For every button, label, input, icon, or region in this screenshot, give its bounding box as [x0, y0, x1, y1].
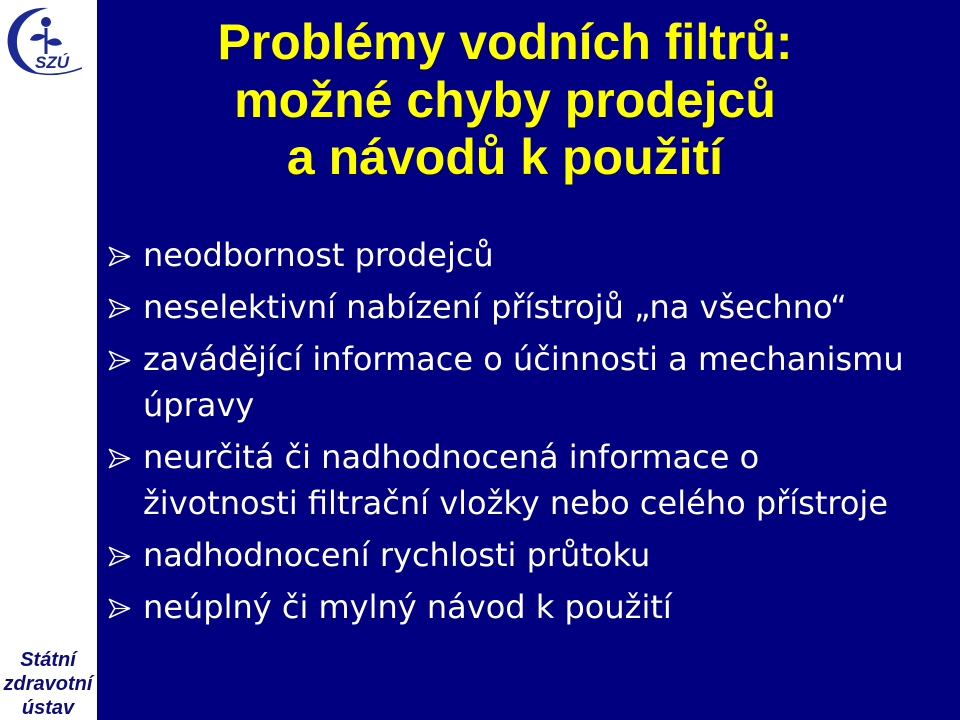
bullet-item — [97, 336, 904, 428]
bullet-list — [97, 232, 904, 636]
slide-title — [97, 14, 913, 187]
arrowhead-bullet-icon — [108, 350, 131, 371]
arrowhead-bullet-icon — [108, 298, 131, 319]
title-line: možné chyby prodejců — [234, 71, 776, 128]
bullet-item — [97, 532, 904, 578]
bullet-text: úpravy — [143, 386, 255, 424]
bullet-text: nadhodnocení rychlosti průtoku — [143, 536, 651, 574]
arrowhead-bullet-icon — [108, 448, 131, 469]
bullet-item — [97, 584, 904, 630]
org-name — [0, 648, 96, 720]
bullet-text: životnosti filtrační vložky nebo celého přístroje — [143, 484, 888, 522]
bullet-text: neodbornost prodejců — [143, 236, 494, 274]
title-line: a návodů k použití — [286, 129, 724, 185]
org-name-line: Státní — [20, 649, 76, 671]
arrowhead-bullet-icon — [108, 598, 131, 619]
arrowhead-bullet-icon — [108, 546, 131, 567]
org-name-line: ústav — [21, 697, 75, 719]
bullet-text: zavádějící informace o účinnosti a mechanismu — [143, 340, 904, 378]
bullet-item — [97, 232, 904, 278]
slide-content — [97, 0, 960, 720]
bullet-text: neúplný či mylný návod k použití — [143, 588, 672, 626]
logo-figure — [30, 17, 62, 54]
bullet-item — [97, 434, 904, 526]
title-line: Problémy vodních filtrů: — [217, 14, 793, 70]
logo-text: SZÚ — [35, 53, 69, 72]
bullet-text: neselektivní nabízení přístrojů „na všechno“ — [143, 288, 847, 326]
logo — [2, 2, 92, 82]
arrowhead-bullet-icon — [108, 246, 131, 267]
org-name-line: zdravotní — [3, 673, 93, 695]
bullet-item — [97, 284, 904, 330]
bullet-text: neurčitá či nadhodnocená informace o — [143, 438, 760, 476]
sidebar — [0, 0, 96, 720]
